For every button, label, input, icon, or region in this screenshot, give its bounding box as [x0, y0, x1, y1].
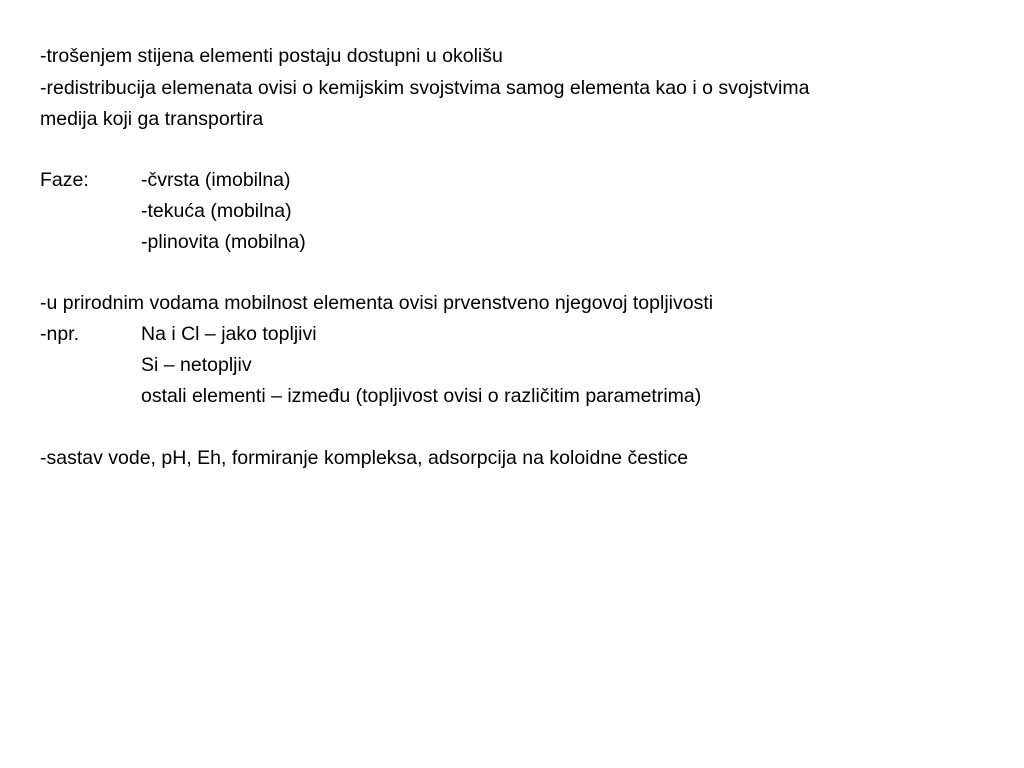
text-line-redistribution: -redistribucija elemenata ovisi o kemijskim svojstvima samog elementa kao i o svojstvima	[40, 77, 810, 99]
example-si: Si – netopljiv	[141, 354, 252, 376]
example-na-cl: Na i Cl – jako topljivi	[141, 323, 317, 345]
text-line-factors: -sastav vode, pH, Eh, formiranje kompleksa, adsorpcija na koloidne čestice	[40, 447, 689, 469]
phase-solid: -čvrsta (imobilna)	[141, 169, 291, 191]
text-line-weathering: -trošenjem stijena elementi postaju dostupni u okolišu	[40, 45, 503, 67]
example-label: -npr.	[40, 323, 80, 345]
phases-row-1	[40, 165, 291, 195]
phase-liquid: -tekuća (mobilna)	[141, 200, 292, 222]
phase-gas: -plinovita (mobilna)	[141, 231, 306, 253]
example-row-1	[40, 319, 317, 349]
text-line-mobility: -u prirodnim vodama mobilnost elementa ovisi prvenstveno njegovoj topljivosti	[40, 292, 714, 314]
example-others: ostali elementi – između (topljivost ovisi o različitim parametrima)	[141, 385, 702, 407]
phases-label: Faze:	[40, 169, 89, 191]
text-line-redistribution-cont: medija koji ga transportira	[40, 108, 264, 130]
